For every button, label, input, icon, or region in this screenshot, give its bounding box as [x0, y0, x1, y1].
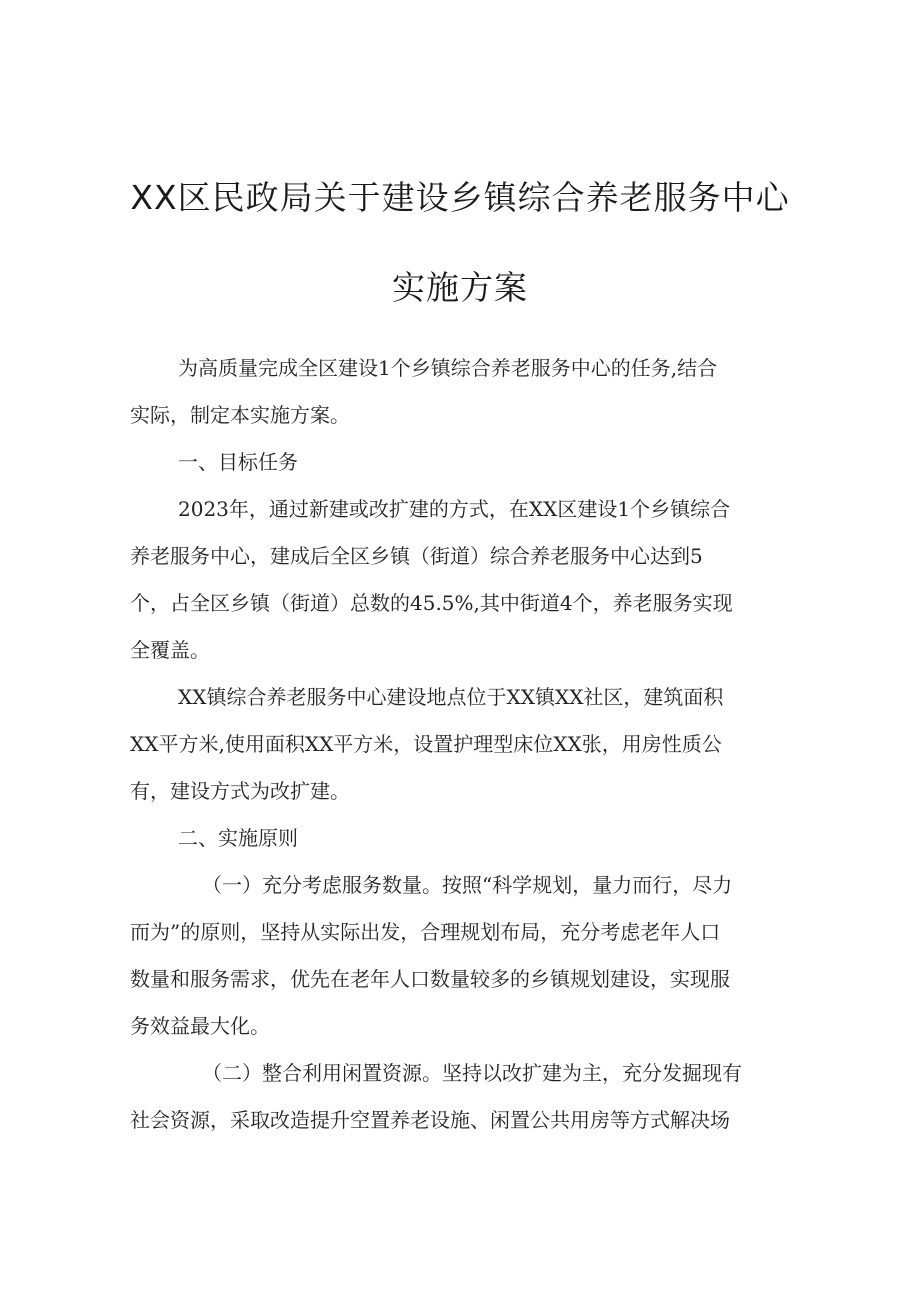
paragraph-intro-line-1: 为高质量完成全区建设1个乡镇综合养老服务中心的任务,结合	[178, 356, 718, 380]
paragraph-site-line-2: XX平方米,使用面积XX平方米，设置护理型床位XX张，用房性质公	[130, 732, 722, 756]
document-title-line-2: 实施方案	[392, 268, 528, 307]
paragraph-goals-line-3: 个，占全区乡镇（街道）总数的45.5%,其中街道4个，养老服务实现	[130, 591, 733, 615]
paragraph-principle-1-line-1: （一）充分考虑服务数量。按照“科学规划，量力而行，尽力	[202, 873, 733, 897]
section-heading-principles: 二、实施原则	[178, 826, 298, 850]
paragraph-site-line-1: XX镇综合养老服务中心建设地点位于XX镇XX社区，建筑面积	[178, 685, 724, 709]
paragraph-goals-line-4: 全覆盖。	[130, 638, 210, 662]
paragraph-principle-1-line-4: 务效益最大化。	[130, 1014, 270, 1038]
document-title-line-1: XX区民政局关于建设乡镇综合养老服务中心	[130, 178, 790, 217]
section-heading-goals: 一、目标任务	[178, 450, 298, 474]
paragraph-site-line-3: 有，建设方式为改扩建。	[130, 779, 350, 803]
paragraph-goals-line-1: 2023年，通过新建或改扩建的方式，在XX区建设1个乡镇综合	[178, 497, 731, 521]
document-body	[130, 350, 790, 1149]
paragraph-principle-2-line-1: （二）整合利用闲置资源。坚持以改扩建为主，充分发掘现有	[202, 1061, 742, 1085]
paragraph-intro-line-2: 实际，制定本实施方案。	[130, 403, 350, 427]
paragraph-principle-2-line-2: 社会资源，采取改造提升空置养老设施、闲置公共用房等方式解决场	[130, 1108, 730, 1132]
paragraph-principle-1-line-3: 数量和服务需求，优先在老年人口数量较多的乡镇规划建设，实现服	[130, 967, 730, 991]
paragraph-principle-1-line-2: 而为”的原则，坚持从实际出发，合理规划布局，充分考虑老年人口	[130, 920, 721, 944]
paragraph-goals-line-2: 养老服务中心，建成后全区乡镇（街道）综合养老服务中心达到5	[130, 544, 703, 568]
